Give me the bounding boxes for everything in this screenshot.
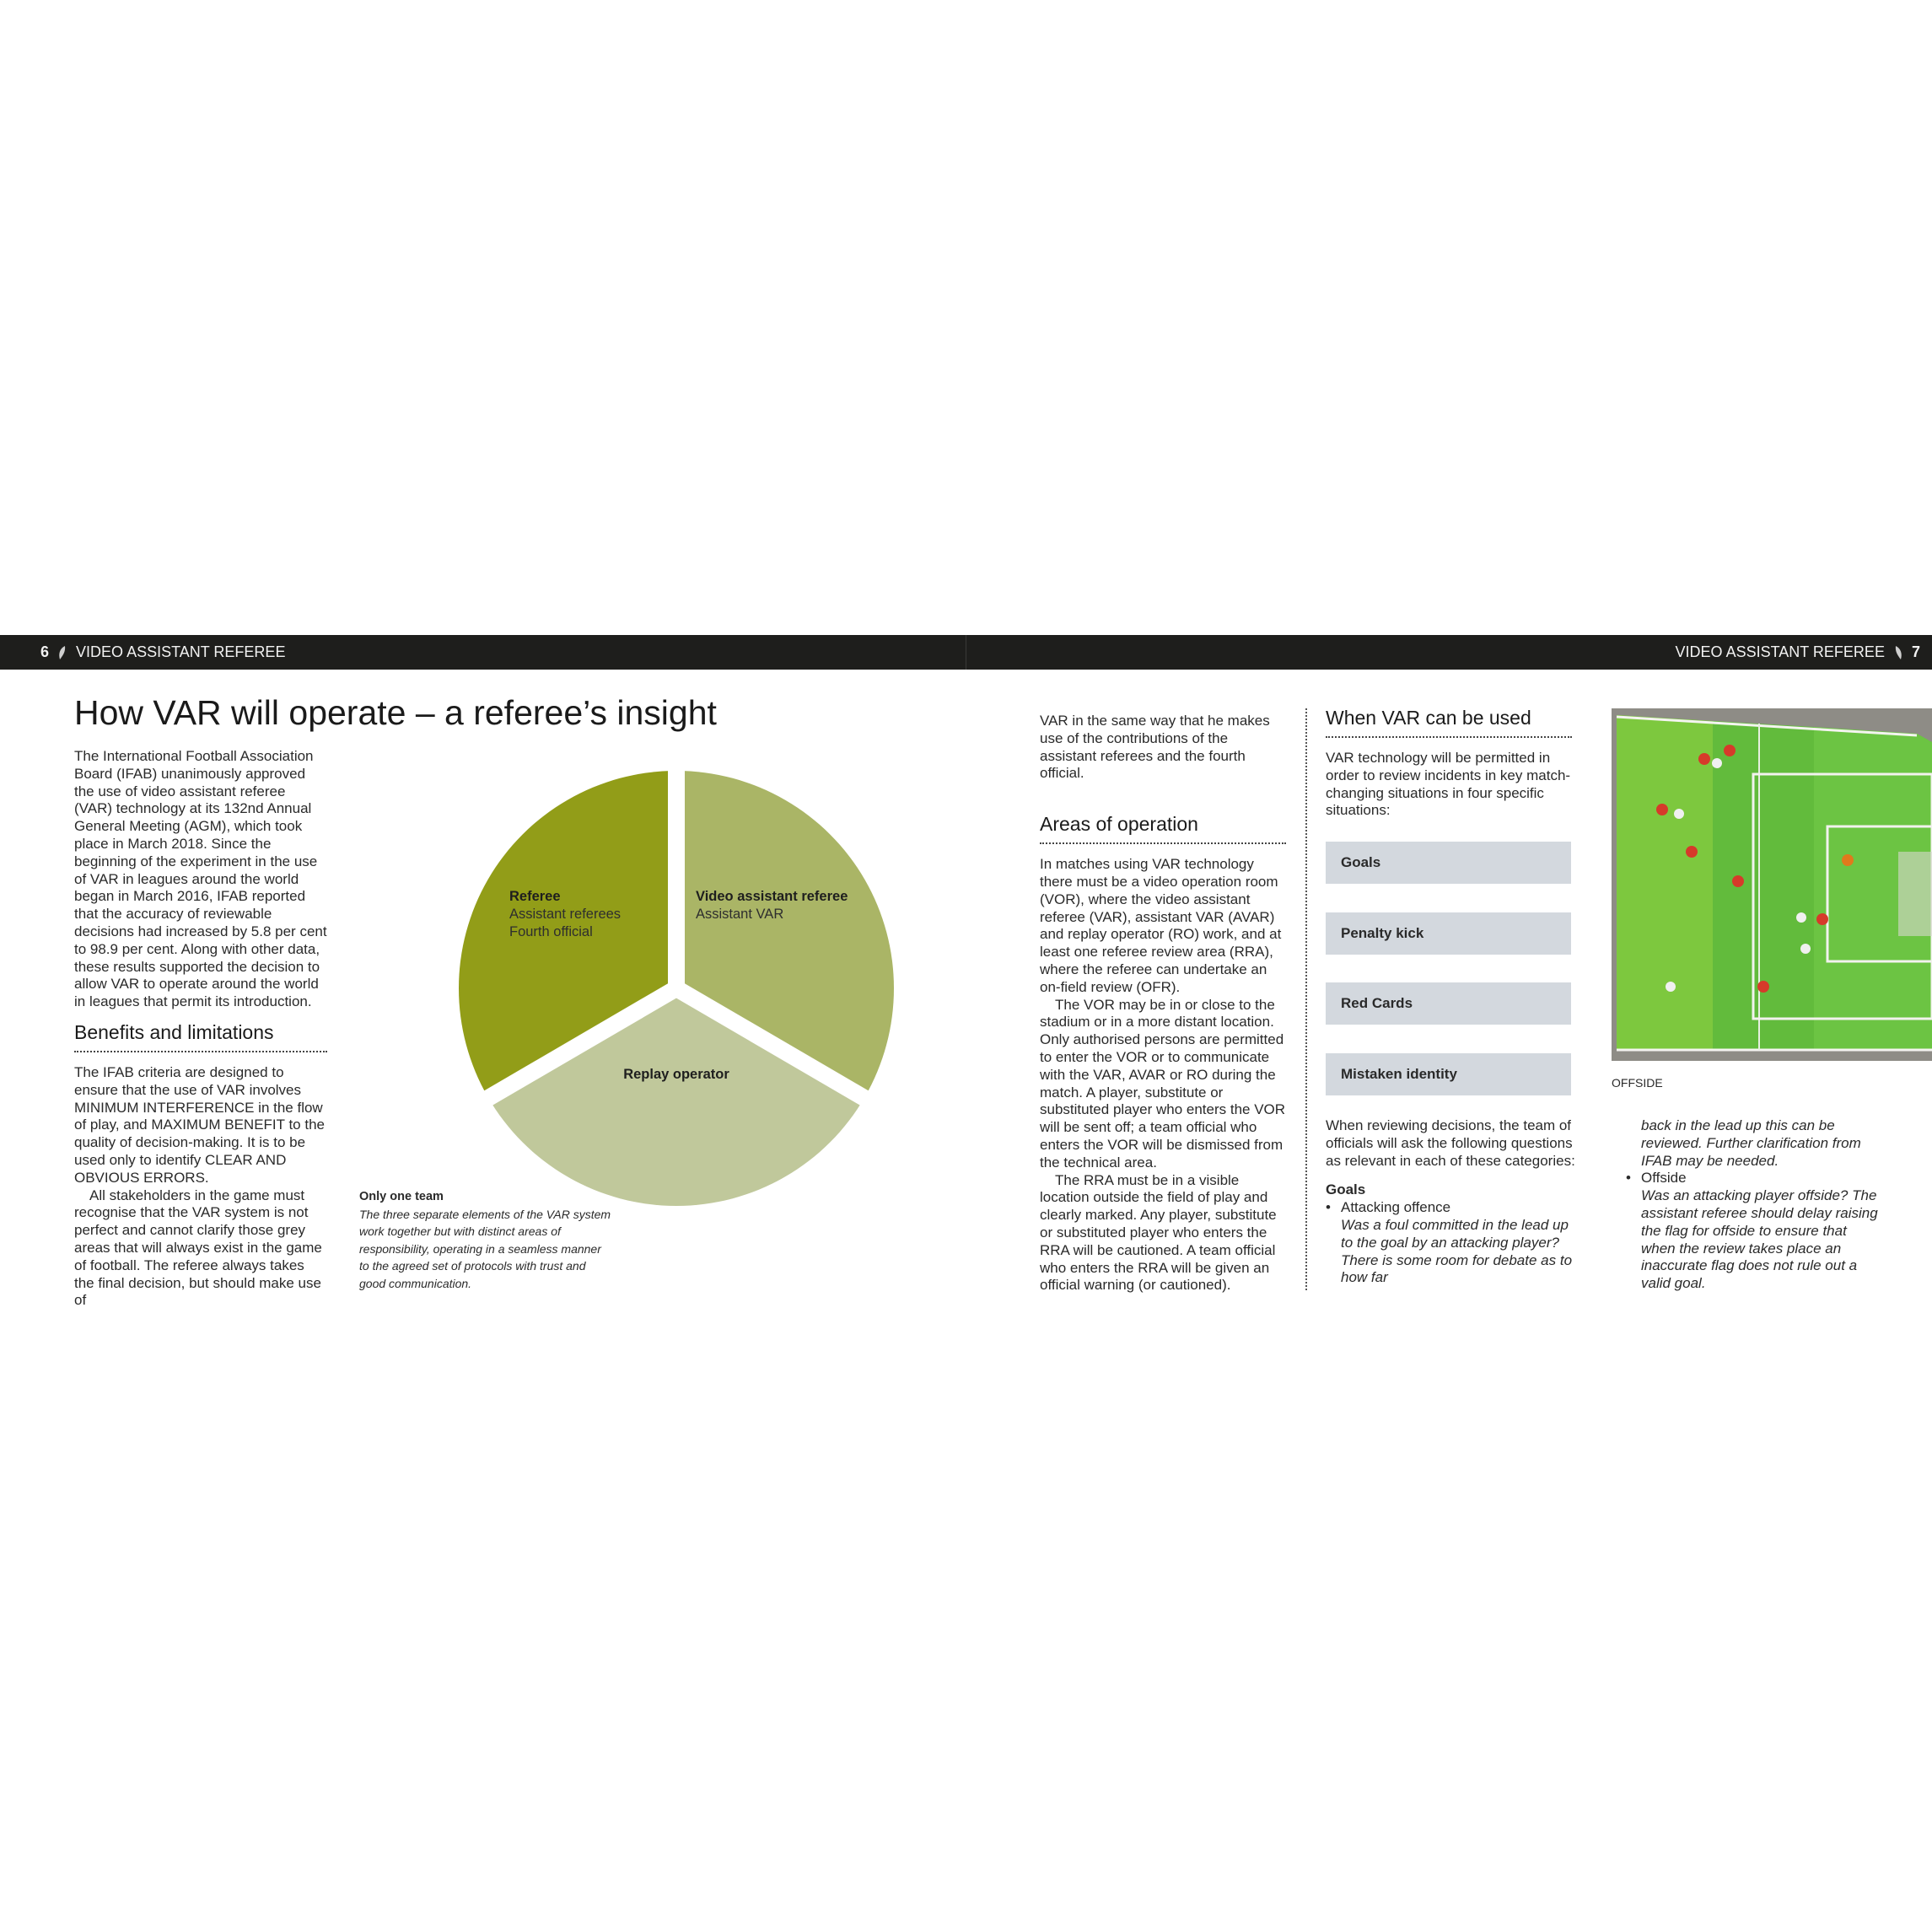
goals-heading: Goals [1326,1181,1366,1198]
segment-label-video-assistant-referee: Video assistant referee [696,889,848,904]
column3-continuation: VAR in the same way that he makes use of the contributions of the assistant referees and the fourth official. [1040,713,1270,782]
continuation-text: back in the lead up this can be reviewed. Further clarification from IFAB may be needed. [1641,1117,1861,1169]
benefits-heading: Benefits and limitations [74,1021,327,1052]
page-number-right: 7 [1911,643,1920,660]
when-var-heading: When VAR can be used [1326,707,1572,738]
benefits-paragraph-2: All stakeholders in the game must recognise that the VAR system is not perfect and cannot clarify those grey areas that will always exist in the game of football. The referee always takes the final decision, but should make use of [74,1187,322,1309]
segment-label-assistant-var: Assistant VAR [696,907,784,922]
column-offside [1626,1117,1879,1293]
when-var-intro: VAR technology will be permitted in order to review incidents in key match-changing situations in four specific situations: [1326,750,1571,819]
benefits-paragraph-1: The IFAB criteria are designed to ensure that the use of VAR involves MINIMUM INTERFERENCE in the flow of play, and MAXIMUM BENEFIT to the quality of decision-making. It is to be used only to identify CLEAR AND OBVIOUS ERRORS. [74,1063,325,1186]
photo-caption: OFFSIDE [1612,1076,1663,1090]
bullet-attacking-offence-text: Was a foul committed in the lead up to the goal by an attacking player? There is some room for debate as to how far [1341,1216,1573,1286]
segment-label-fourth-official: Fourth official [509,924,593,939]
header-left [40,635,285,670]
header-right [1676,635,1920,670]
header-title-left: VIDEO ASSISTANT REFEREE [76,643,286,660]
bullet-offside-text: Was an attacking player offside? The assistant referee should delay raising the flag for offside to ensure that when the review takes place an inaccurate flag does not rule out a valid goal. [1641,1187,1878,1292]
header-bar [0,635,1932,670]
header-title-right: VIDEO ASSISTANT REFEREE [1675,643,1885,660]
diagram-caption [359,1188,612,1292]
column-intro [74,748,327,1310]
column-when-var [1326,707,1572,820]
situation-goals: Goals [1326,842,1571,884]
situation-mistaken-identity: Mistaken identity [1326,1053,1571,1095]
review-text: When reviewing decisions, the team of officials will ask the following questions as relevant in each of these categories: [1326,1117,1575,1169]
caption-title: Only one team [359,1190,444,1203]
areas-paragraph-1: In matches using VAR technology there must be a video operation room (VOR), where the video assistant referee (VAR), assistant VAR (AVAR) and replay operator (RO) work, and at least one referee review area (RRA), where the referee can undertake an on-field review (OFR). [1040,856,1282,995]
areas-paragraph-3: The RRA must be in a visible location outside the field of play and clearly marked. Any player, substitute or substituted player who enters the RRA will be cautioned. A team official who enters the RRA will be given an official warning (or cautioned). [1040,1171,1277,1294]
leaf-icon [1894,646,1902,659]
column-divider [1305,708,1307,1290]
var-team-diagram [452,764,901,1213]
areas-paragraph-2: The VOR may be in or close to the stadium or in a more distant location. Only authorised persons are permitted to enter the VOR or to communicate with the VAR, AVAR or RO during the match. A player, substitute or substituted player who enters the VOR will be sent off; a team official who enters the VOR will be dismissed from the technical area. [1040,996,1286,1171]
column-review [1326,1117,1579,1287]
segment-label-assistant-referees: Assistant referees [509,907,622,922]
page-title: How VAR will operate – a referee’s insight [74,693,717,732]
situation-red-cards: Red Cards [1326,982,1571,1025]
segment-label-referee: Referee [509,889,561,904]
segment-label-replay-operator: Replay operator [623,1067,729,1082]
leaf-icon [58,646,67,659]
situation-penalty-kick: Penalty kick [1326,912,1571,955]
bullet-attacking-offence: • Attacking offence [1326,1199,1579,1217]
offside-photo [1612,708,1932,1061]
areas-heading: Areas of operation [1040,813,1286,844]
intro-paragraph: The International Football Association Board (IFAB) unanimously approved the use of video assistant referee (VAR) technology at its 132nd Annual General Meeting (AGM), which took place in March 2018. Since the beginning of the experiment in the use of VAR in leagues around the world began in March 2016, IFAB reported that the accuracy of reviewable decisions had increased by 5.8 per cent to 98.9 per cent. Along with other data, these results supported the decision to allow VAR to operate around the world in leagues that permit its introduction. [74,748,327,1010]
page-number-left: 6 [40,643,50,660]
caption-text: The three separate elements of the VAR system work together but with distinct areas of responsibility, operating in a seamless manner to the agreed set of protocols with trust and good communication. [359,1207,611,1290]
bullet-offside: • Offside [1626,1170,1879,1187]
column-areas [1040,713,1286,1294]
